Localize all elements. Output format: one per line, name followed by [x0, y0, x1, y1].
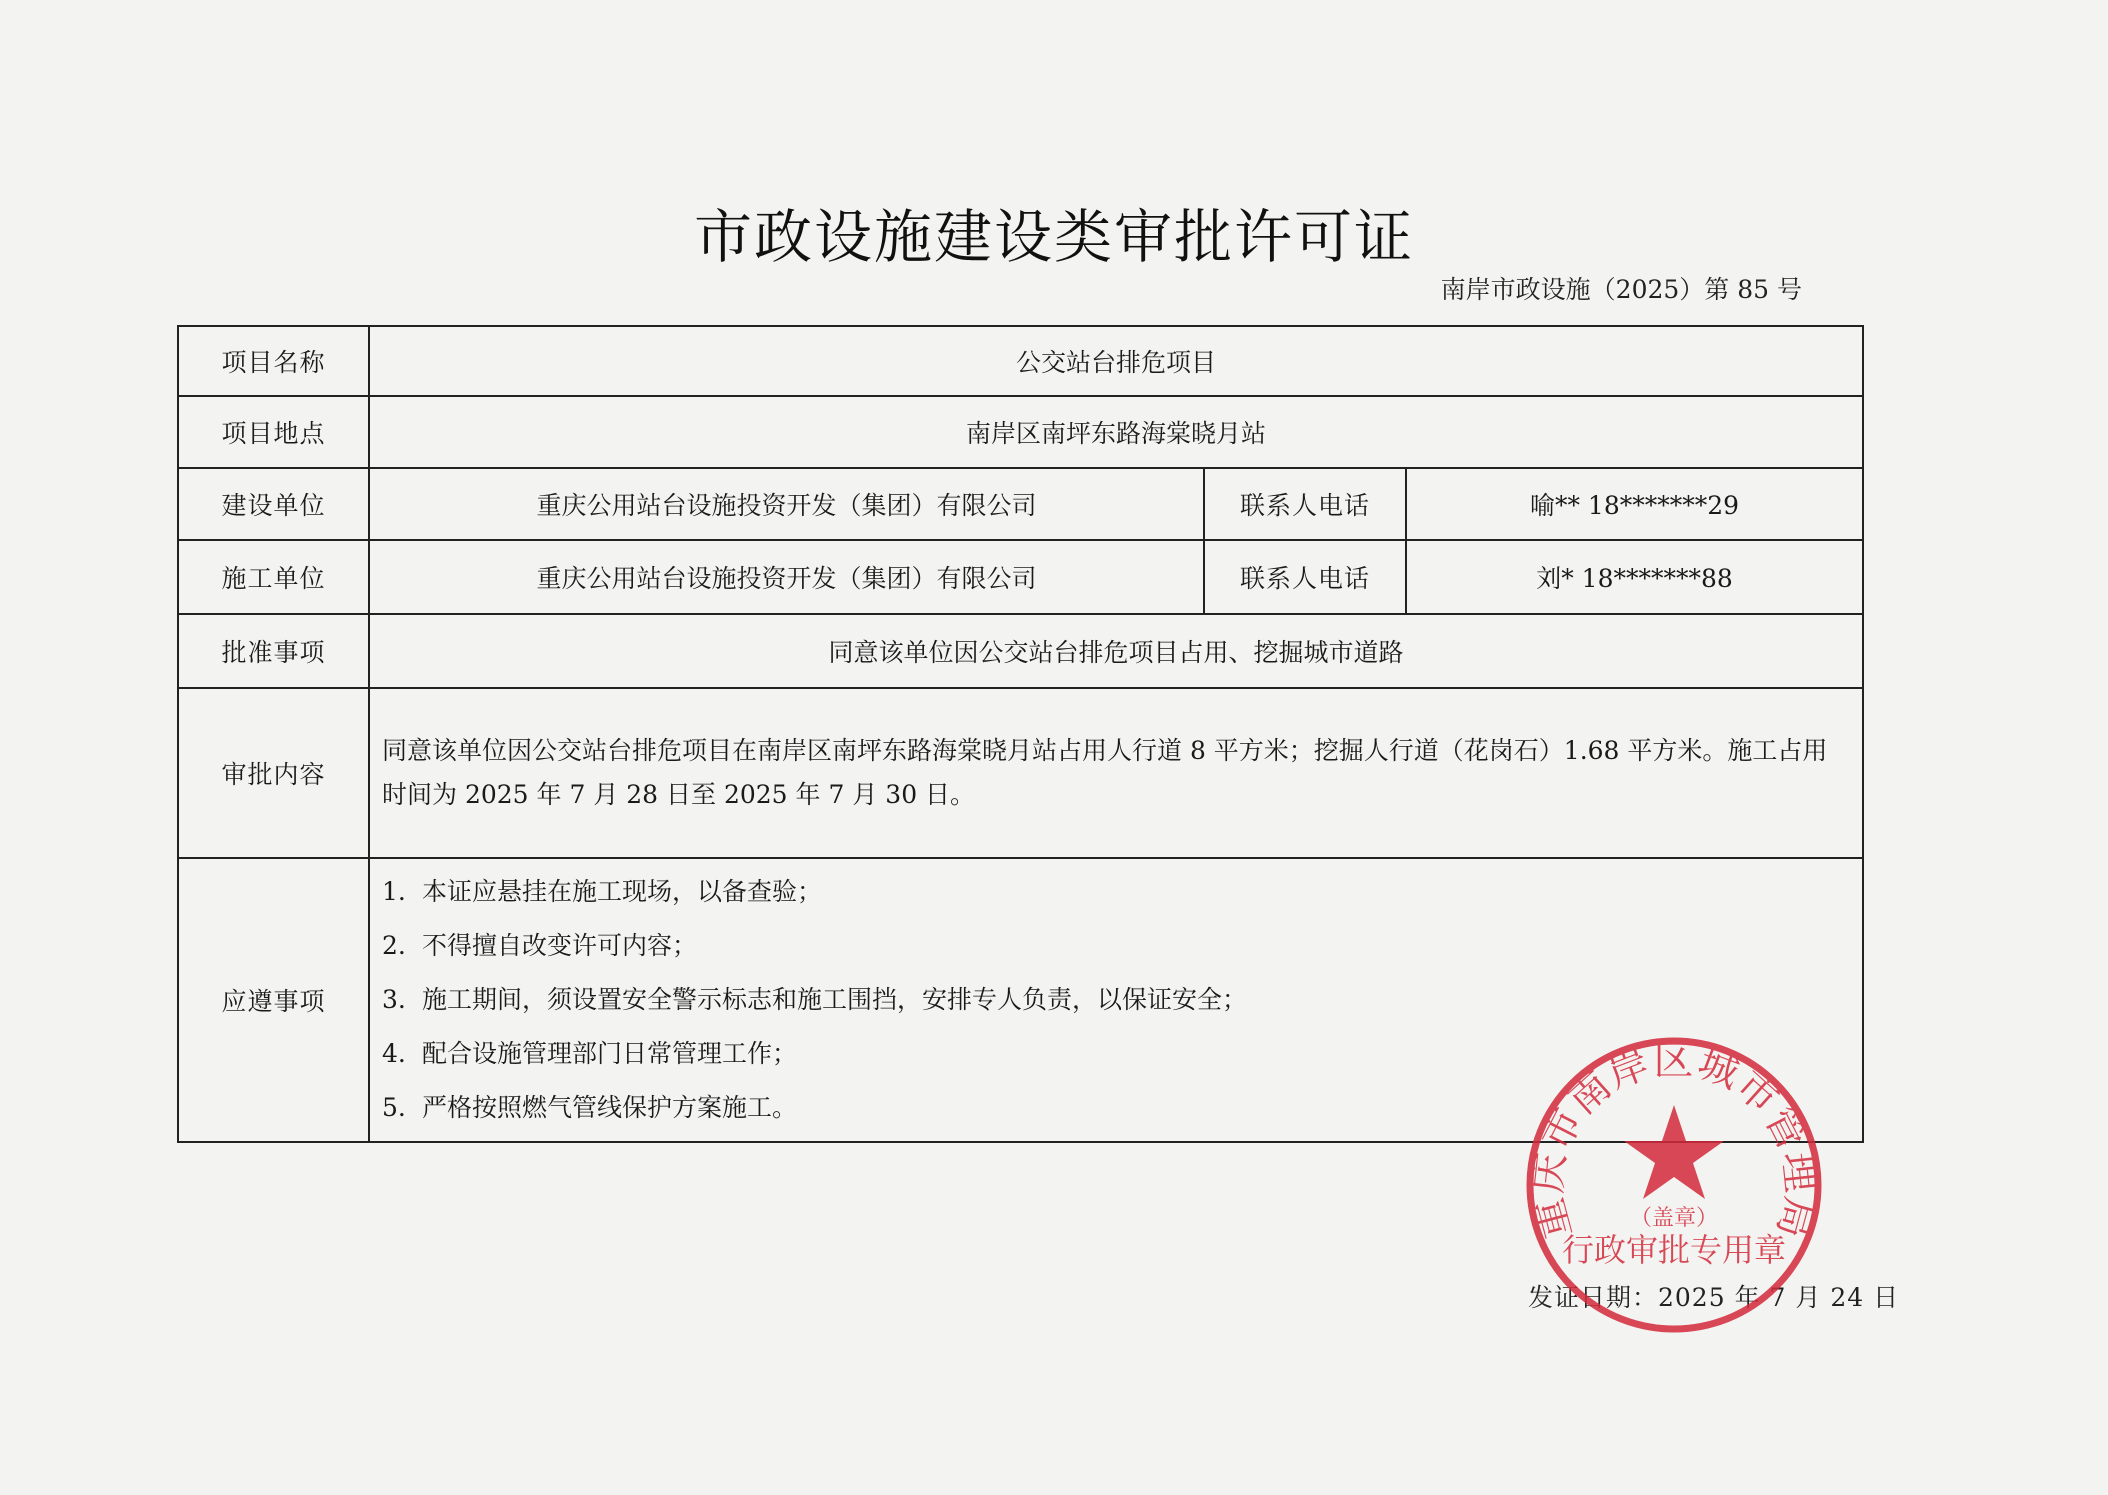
official-seal-icon — [1524, 1035, 1824, 1335]
approval-content-label: 审批内容 — [178, 688, 369, 858]
list-item: 3. 施工期间，须设置安全警示标志和施工围挡，安排专人负责，以保证安全； — [382, 985, 1248, 1014]
row-approved-item — [178, 614, 1863, 688]
permit-table — [177, 325, 1864, 1143]
list-item: 2. 不得擅自改变许可内容； — [382, 931, 698, 960]
contractor-contact-value: 刘* 18*******88 — [1406, 540, 1863, 614]
row-contractor-unit — [178, 540, 1863, 614]
issue-date: 发证日期：2025 年 7 月 24 日 — [1528, 1283, 1900, 1312]
project-name-value: 公交站台排危项目 — [369, 326, 1863, 396]
seal-center-label: （盖章） — [1629, 1206, 1719, 1231]
row-project-name — [178, 326, 1863, 396]
contractor-unit-value: 重庆公用站台设施投资开发（集团）有限公司 — [369, 540, 1204, 614]
row-project-location — [178, 396, 1863, 468]
contractor-unit-label: 施工单位 — [178, 540, 369, 614]
approved-item-label: 批准事项 — [178, 614, 369, 688]
row-construction-unit — [178, 468, 1863, 540]
document-title: 市政设施建设类审批许可证 — [693, 203, 1414, 271]
approval-content-value: 同意该单位因公交站台排危项目在南岸区南坪东路海棠晓月站占用人行道 8 平方米；挖掘人行道（花岗石）1.68 平方米。施工占用时间为 2025 年 7 月 28 日至 2025 年 7 月 30 日。 — [369, 688, 1863, 858]
seal-bottom-text: 行政审批专用章 — [1561, 1231, 1787, 1269]
compliance-label: 应遵事项 — [178, 858, 369, 1142]
construction-unit-value: 重庆公用站台设施投资开发（集团）有限公司 — [369, 468, 1204, 540]
construction-unit-label: 建设单位 — [178, 468, 369, 540]
project-location-value: 南岸区南坪东路海棠晓月站 — [369, 396, 1863, 468]
list-item: 5. 严格按照燃气管线保护方案施工。 — [382, 1093, 798, 1122]
construction-contact-value: 喻** 18*******29 — [1406, 468, 1863, 540]
project-name-label: 项目名称 — [178, 326, 369, 396]
construction-contact-label: 联系人电话 — [1204, 468, 1406, 540]
document-number: 南岸市政设施（2025）第 85 号 — [1440, 275, 1802, 304]
project-location-label: 项目地点 — [178, 396, 369, 468]
list-item: 1. 本证应悬挂在施工现场，以备查验； — [382, 877, 823, 906]
contractor-contact-label: 联系人电话 — [1204, 540, 1406, 614]
approved-item-value: 同意该单位因公交站台排危项目占用、挖掘城市道路 — [369, 614, 1863, 688]
row-approval-content — [178, 688, 1863, 858]
seal-ring-text: 重庆市南岸区城市管理局 — [1524, 1037, 1824, 1244]
list-item: 4. 配合设施管理部门日常管理工作； — [382, 1039, 798, 1068]
